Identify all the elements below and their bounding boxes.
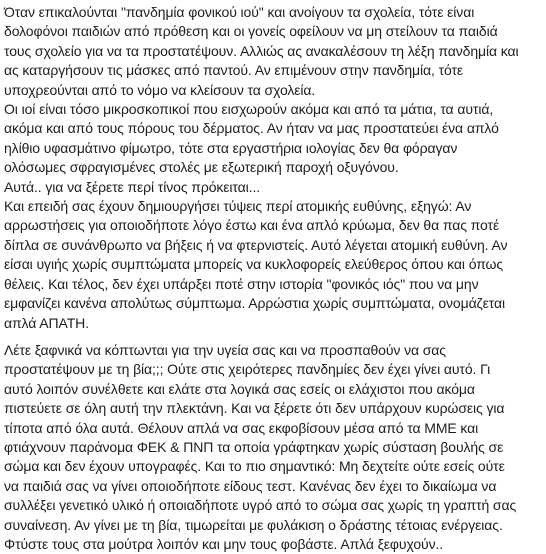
text-line: ακόμα και από τους πόρους του δέρματος. Αν ήταν να μας προστατεύει ένα απλό: [4, 120, 499, 137]
text-line: αυτό λοιπόν συνέλθετε και ελάτε στα λογικά σας εσείς οι ελάχιστοι που ακόμα: [4, 380, 475, 397]
text-line: προστατέψουν με τη βία;;; Ούτε στις χειρότερες πανδημίες δεν έχει γίνει αυτό. Γι: [4, 361, 491, 378]
post-paragraph-2: [4, 341, 542, 554]
post-body: [4, 3, 542, 554]
text-line: συναίνεση. Αν γίνει με τη βία, τιμωρείται με φυλάκιση ο δράστης τέτοιας ενέργειας.: [4, 516, 503, 533]
text-line: τίποτα από όλα αυτά. Θέλουν απλά να σας εκφοβίσουν μέσα από τα ΜΜΕ και: [4, 419, 479, 436]
text-line: σώμα και δεν έχουν υπογραφές. Και το πιο σημαντικό: Μη δεχτείτε ούτε εσείς ούτε: [4, 458, 505, 475]
text-line: Και επειδή σας έχουν δημιουργήσει τύψεις περί ατομικής ευθύνης, εξηγώ: Αν: [4, 198, 472, 215]
text-line: Αυτά.. για να ξέρετε περί τίνος πρόκειται...: [4, 178, 261, 195]
text-line: πιστεύετε σε όλη αυτή την πλεκτάνη. Και να ξέρετε ότι δεν υπάρχουν κυρώσεις για: [4, 400, 505, 417]
post-paragraph-1: [4, 3, 542, 333]
text-line: υποχρεούνται από το νόμο να κλείσουν τα σχολεία.: [4, 81, 316, 98]
text-line: να παιδιά σας να γίνει οποιοδήποτε είδους τεστ. Κανένας δεν έχει το δικαίωμα να: [4, 477, 497, 494]
text-line: ας καταργήσουν τις μάσκες από παντού. Αν επιμένουν στην πανδημία, τότε: [4, 62, 464, 79]
text-line: δολοφόνοι παιδιών από πρόθεση και οι γονείς οφείλουν να μη στείλουν τα παιδιά: [4, 23, 498, 40]
text-line: απλά ΑΠΑΤΗ.: [4, 314, 89, 331]
text-line: Φτύστε τους στα μούτρα λοιπόν και μην τους φοβάστε. Απλά ξεφυχούν..: [4, 535, 444, 552]
text-line: συλλέξει γενετικό υλικό ή οποιαδήποτε υγρό από το σώμα σας χωρίς τη γραπτή σας: [4, 497, 517, 514]
text-line: Οι ιοί είναι τόσο μικροσκοπικοί που εισχωρούν ακόμα και από τα μάτια, τα αυτιά,: [4, 101, 494, 118]
text-line: εμφανίζει κανένα απολύτως σύμπτωμα. Αρρώστια χωρίς συμπτώματα, ονομάζεται: [4, 295, 506, 312]
text-line: είσαι υγιής χωρίς συμπτώματα μπορείς να κυκλοφορείς ελεύθερος όπου και όπως: [4, 256, 504, 273]
text-line: δίπλα σε συνάνθρωπο να βήξεις ή να φτερνιστείς. Αυτό λέγεται ατομική ευθύνη. Αν: [4, 236, 508, 253]
text-line: τους σχολείο για να τα προστατέψουν. Αλλιώς ας ανακαλέσουν τη λέξη πανδημία και: [4, 42, 519, 59]
text-line: ολόσωμες σφραγισμένες στολές με εξωτερική παροχή οξυγόνου.: [4, 159, 399, 176]
text-line: φτιάχνουν παράνομα ΦΕΚ & ΠΝΠ τα οποία γράφτηκαν χωρίς σύσταση βουλής σε: [4, 438, 504, 455]
text-line: Λέτε ξαφνικά να κόπτωνται για την υγεία σας και να προσπαθούν να σας: [4, 341, 446, 358]
text-line: Όταν επικαλούνται "πανδημία φονικού ιού" και ανοίγουν τα σχολεία, τότε είναι: [4, 4, 475, 20]
text-line: ηλίθιο υφασμάτινο φίμωτρο, τότε στα εργαστήρια ιολογίας δεν θα φόραγαν: [4, 139, 458, 156]
text-line: θέλεις. Και τέλος, δεν έχει υπάρξει ποτέ στην ιστορία "φονικός ιός" που να μην: [4, 275, 479, 292]
text-line: αρρωστήσεις για οποιοδήποτε λόγο έστω και ένα απλό κρύωμα, δεν θα πας ποτέ: [4, 217, 500, 234]
